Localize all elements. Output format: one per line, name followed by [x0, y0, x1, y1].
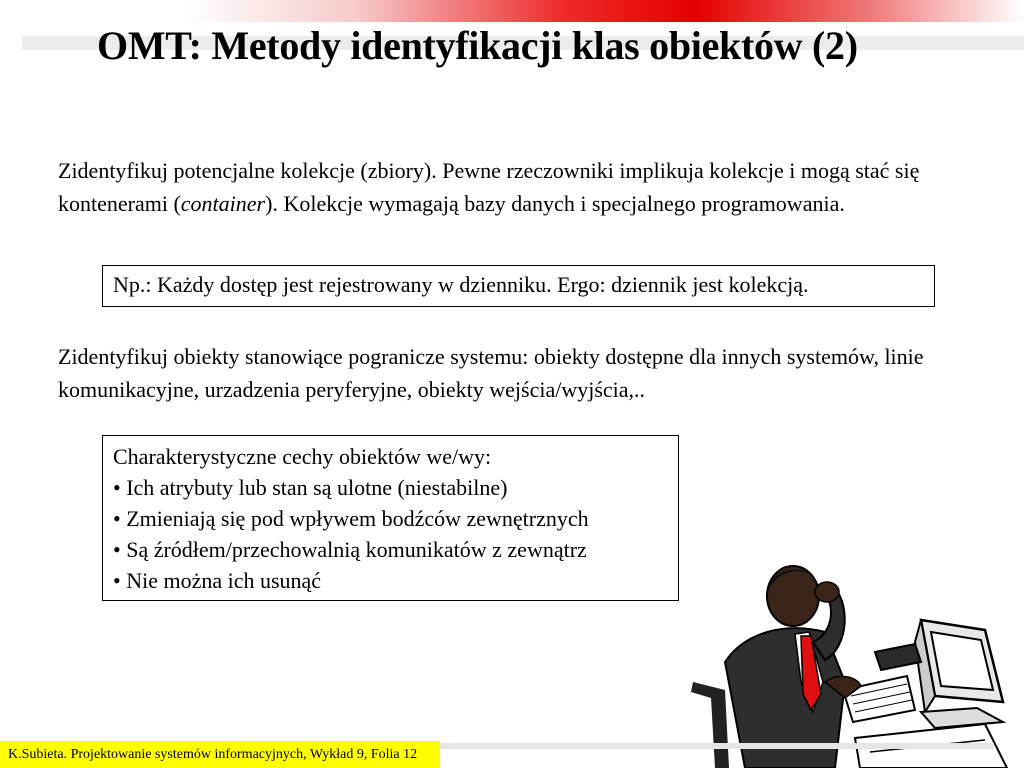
paragraph-collections-text-after: ). Kolekcje wymagają bazy danych i specjalnego programowania.	[265, 191, 845, 216]
man-on-phone-clipart-icon	[685, 562, 1015, 768]
io-features-heading: Charakterystyczne cechy obiektów we/wy:	[113, 444, 492, 469]
footer-bar	[0, 741, 440, 768]
io-feature-item: • Ich atrybuty lub stan są ulotne (niestabilne)	[113, 475, 508, 500]
paragraph-boundary-objects: Zidentyfikuj obiekty stanowiące pogranicze systemu: obiekty dostępne dla innych systemów, linie komunikacyjne, urzadzenia peryferyjne, obiekty wejścia/wyjścia,..	[58, 344, 924, 402]
paragraph-collections-italic-term: container	[180, 191, 266, 216]
footer-rule	[440, 743, 994, 749]
io-feature-item: • Są źródłem/przechowalnią komunikatów z zewnątrz	[113, 537, 587, 562]
example-box: Np.: Każdy dostęp jest rejestrowany w dzienniku. Ergo: dziennik jest kolekcją.	[102, 265, 935, 307]
io-features-box	[102, 435, 679, 601]
top-gradient-bar	[0, 0, 1024, 22]
io-feature-item: • Nie można ich usunąć	[113, 568, 322, 593]
paragraph-collections-text-before: Zidentyfikuj potencjalne kolekcje (zbiory). Pewne rzeczowniki implikuja kolekcje i mogą stać się kontenerami (	[58, 158, 920, 216]
footer-caption: K.Subieta. Projektowanie systemów informacyjnych, Wykład 9, Folia 12	[8, 747, 418, 762]
slide-title: OMT: Metody identyfikacji klas obiektów (2)	[97, 23, 858, 68]
io-feature-item: • Zmieniają się pod wpływem bodźców zewnętrznych	[113, 506, 589, 531]
paragraph-collections	[58, 154, 998, 220]
